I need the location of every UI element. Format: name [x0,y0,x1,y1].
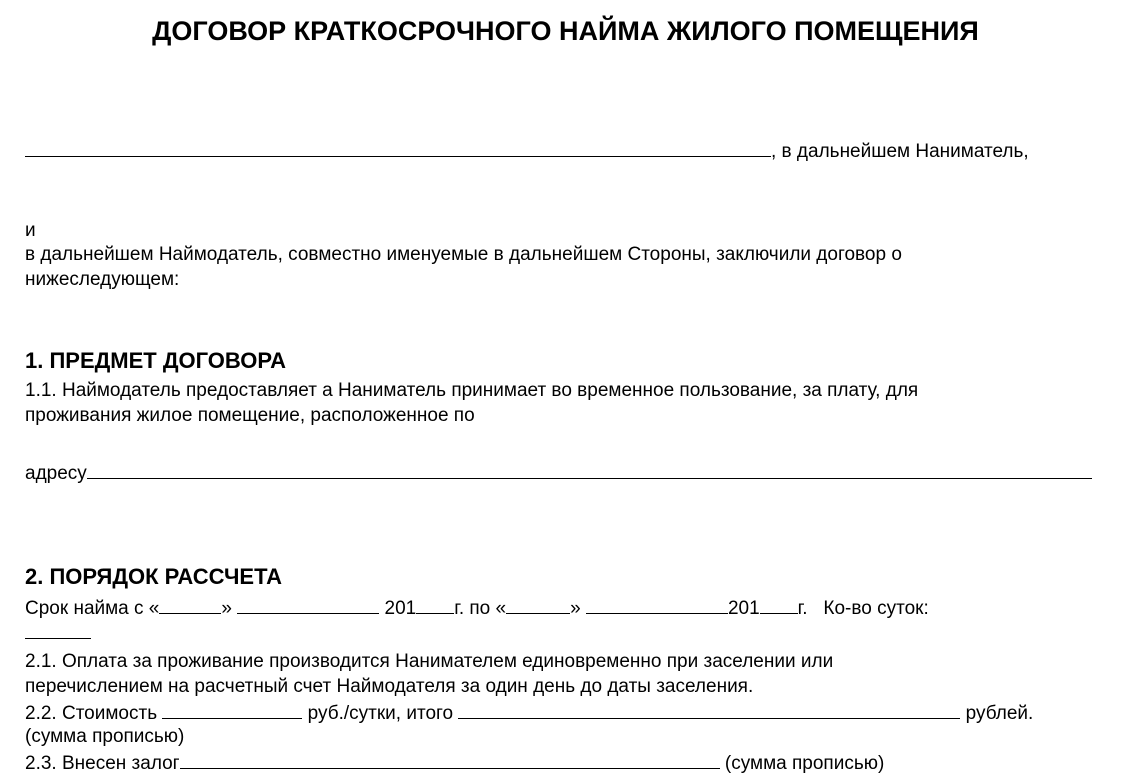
clause-2-3-prefix: 2.3. Внесен залог [25,753,180,774]
clause-2-3-amount-words: (сумма прописью) [724,753,885,774]
start-year-blank[interactable] [416,596,454,614]
term-prefix: Срок найма с « [25,598,160,619]
and-word: и [25,220,36,241]
end-day-blank[interactable] [506,596,570,614]
end-month-blank[interactable] [586,596,728,614]
term-year-suffix-2: г. [797,598,808,619]
term-line [25,596,929,620]
term-year-prefix: 201 [384,598,417,619]
tenant-name-blank[interactable] [25,139,771,157]
clause-2-2-prefix: 2.2. Стоимость [25,703,158,724]
days-count-blank[interactable] [25,621,91,639]
address-blank[interactable] [87,461,1092,479]
per-day-label: руб./сутки, итого [307,703,454,724]
address-label: адресу [25,463,87,484]
clause-1-1-line-2: проживания жилое помещение, расположенное по [25,405,475,426]
term-quote-close-2: » [570,598,581,619]
clause-2-1-line-2: перечислением на расчетный счет Наймодателя за один день до даты заселения. [25,676,754,697]
clause-2-2-line [25,701,1033,725]
days-line [25,621,91,645]
total-amount-blank[interactable] [458,701,960,719]
intro-line-2: нижеследующем: [25,269,180,290]
days-label: Ко-во суток: [823,598,929,619]
term-quote-close: » [221,598,232,619]
section-2-heading: 2. ПОРЯДОК РАССЧЕТА [25,564,283,589]
clause-2-3-line [25,751,884,775]
start-day-blank[interactable] [159,596,221,614]
cost-per-day-blank[interactable] [162,701,302,719]
clause-2-1-line-1: 2.1. Оплата за проживание производится Нанимателем единовременно при заселении или [25,651,834,672]
clause-1-1-line-1: 1.1. Наймодатель предоставляет а Наниматель принимает во временное пользование, за плату, для [25,380,919,401]
currency-label: рублей. [965,703,1034,724]
document-title: ДОГОВОР КРАТКОСРОЧНОГО НАЙМА ЖИЛОГО ПОМЕЩЕНИЯ [152,16,979,46]
clause-2-2-amount-words: (сумма прописью) [25,726,185,747]
tenant-party-line [25,139,1029,163]
term-year-suffix-to: г. по « [454,598,507,619]
end-year-blank[interactable] [760,596,798,614]
term-year-prefix-2: 201 [727,598,760,619]
address-line [25,461,1092,485]
deposit-amount-blank[interactable] [180,751,720,769]
tenant-suffix: , в дальнейшем Наниматель, [771,141,1029,162]
section-1-heading: 1. ПРЕДМЕТ ДОГОВОРА [25,348,287,373]
intro-line-1: в дальнейшем Наймодатель, совместно именуемые в дальнейшем Стороны, заключили договор о [25,244,902,265]
start-month-blank[interactable] [237,596,379,614]
